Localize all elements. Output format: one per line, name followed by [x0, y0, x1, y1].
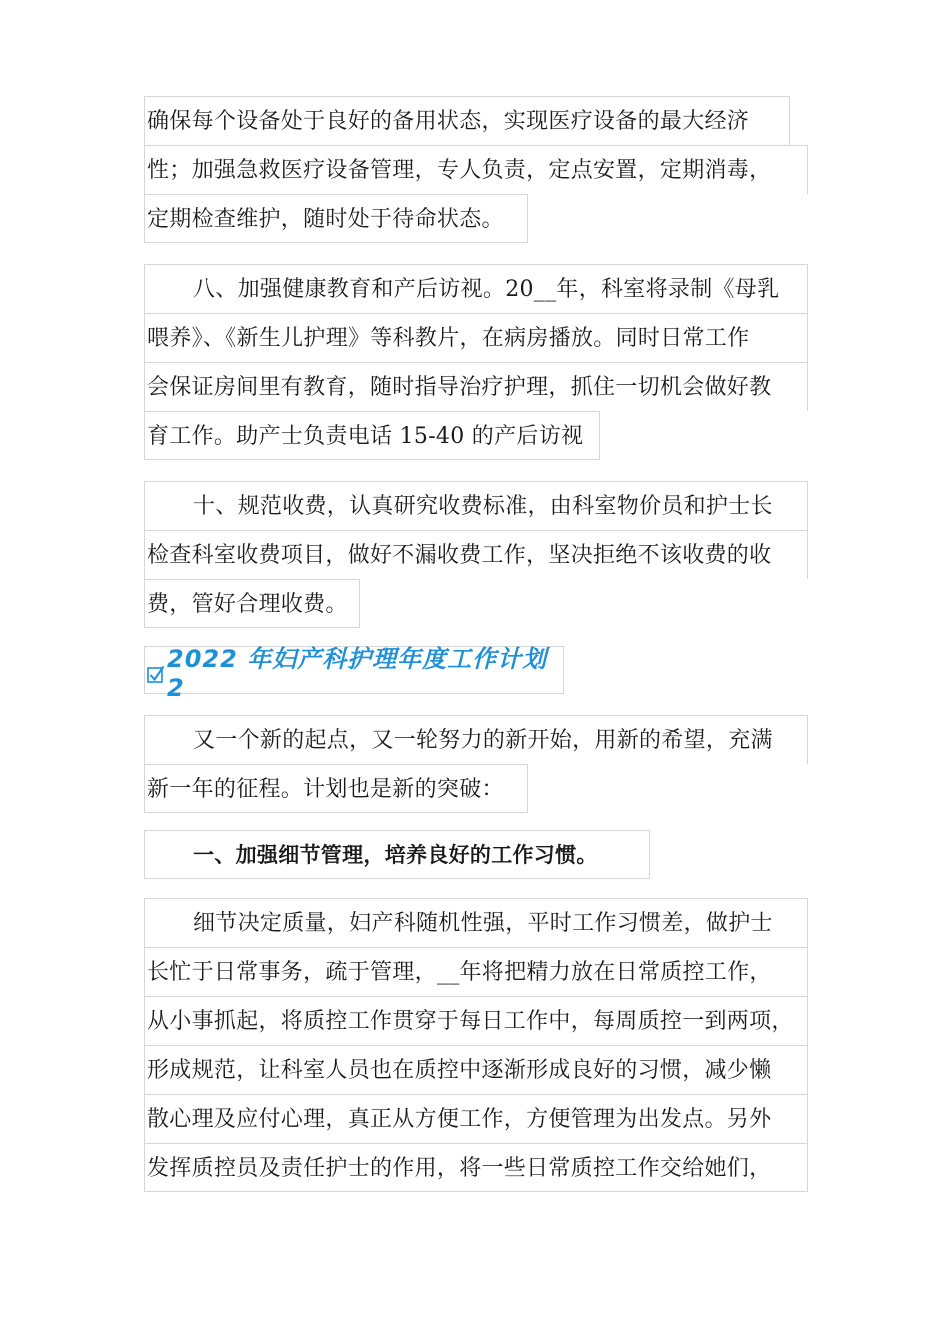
- text-line: 又一个新的起点，又一轮努力的新开始，用新的希望，充满: [144, 715, 808, 764]
- subheading-line: 一、加强细节管理，培养良好的工作习惯。: [144, 830, 650, 879]
- text-line: 从小事抓起，将质控工作贯穿于每日工作中，每周质控一到两项，: [144, 996, 808, 1045]
- text-line: 发挥质控员及责任护士的作用，将一些日常质控工作交给她们，: [144, 1143, 808, 1192]
- text-line: 会保证房间里有教育，随时指导治疗护理，抓住一切机会做好教: [144, 362, 808, 411]
- text-line: 喂养》、《新生儿护理》等科教片，在病房播放。同时日常工作: [144, 313, 808, 362]
- text-line: 定期检查维护，随时处于待命状态。: [144, 194, 528, 243]
- text-line: 形成规范，让科室人员也在质控中逐渐形成良好的习惯，减少懒: [144, 1045, 808, 1094]
- checkbox-checked-icon: [147, 665, 165, 683]
- text-line: 细节决定质量，妇产科随机性强，平时工作习惯差，做护士: [144, 898, 808, 947]
- text-line: 新一年的征程。计划也是新的突破：: [144, 764, 528, 813]
- text-line: 检查科室收费项目，做好不漏收费工作，坚决拒绝不该收费的收: [144, 530, 808, 579]
- text-line: 育工作。助产士负责电话 15-40 的产后访视: [144, 411, 600, 460]
- text-line: 费，管好合理收费。: [144, 579, 360, 628]
- text-line: 确保每个设备处于良好的备用状态，实现医疗设备的最大经济: [144, 96, 790, 145]
- text-line: 散心理及应付心理，真正从方便工作，方便管理为出发点。另外: [144, 1094, 808, 1143]
- heading-text: 2022 年妇产科护理年度工作计划 2: [167, 644, 548, 702]
- section-heading: [144, 644, 564, 702]
- text-line: 性；加强急救医疗设备管理，专人负责，定点安置，定期消毒，: [144, 145, 808, 194]
- text-line: 八、加强健康教育和产后访视。20__年，科室将录制《母乳: [144, 264, 808, 313]
- text-line: 长忙于日常事务，疏于管理，__年将把精力放在日常质控工作，: [144, 947, 808, 996]
- text-line: 十、规范收费，认真研究收费标准，由科室物价员和护士长: [144, 481, 808, 530]
